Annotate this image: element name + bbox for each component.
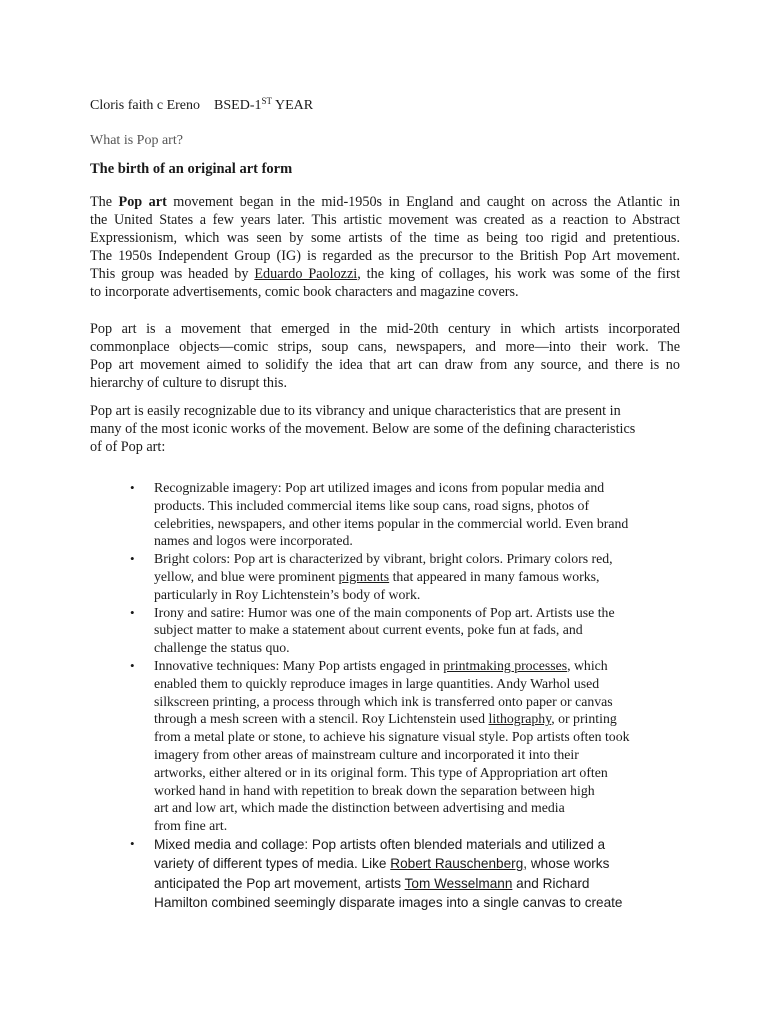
pop-art-term: Pop art: [118, 194, 167, 210]
section-title: The birth of an original art form: [90, 161, 293, 177]
bullet-glyph: •: [130, 480, 135, 495]
list-item: • Mixed media and collage: Pop artists often blended materials and utilized a variety of different types of media. Like Robert Rauschenberg, whose works anticipated the Pop art movement, artists Tom Wesselmann and Richard Hamilton combined seemingly disparate images into a single canvas to create: [130, 835, 623, 911]
list-item: • Bright colors: Pop art is characterized by vibrant, bright colors. Primary colors red, yellow, and blue were prominent pigments that appeared in many famous works, particularly in Roy Lichtenstein’s body of work.: [130, 551, 613, 602]
link-pigments[interactable]: pigments: [338, 568, 390, 584]
characteristics-list: [90, 479, 690, 913]
list-item: • Innovative techniques: Many Pop artists engaged in printmaking processes, which enabled them to quickly reproduce images in large quantities. Andy Warhol used silkscreen printing, a process through which ink is transferred onto paper or canvas through a mesh screen with a stencil. Roy Lichtenstein used lithography, or printing from a metal plate or stone, to achieve his signature visual style. Pop artists often took imagery from other areas of mainstream culture and incorporated it into their artworks, either altered or in its original form. This type of Appropriation art often worked hand in hand with repetition to break down the separation between high art and low art, which made the distinction between advertising and media from fine art.: [130, 657, 630, 834]
list-item: • Recognizable imagery: Pop art utilized images and icons from popular media and products. This included commercial items like soup cans, road signs, photos of celebrities, newspapers, and other items popular in the commercial world. Even brand names and logos were incorporated.: [130, 480, 629, 549]
link-tom-wesselmann[interactable]: Tom Wesselmann: [404, 875, 513, 891]
bullet-glyph: •: [130, 835, 135, 851]
link-printmaking-processes[interactable]: printmaking processes: [443, 657, 568, 673]
list-item: • Irony and satire: Humor was one of the main components of Pop art. Artists use the subject matter to make a statement about current events, poke fun at fads, and challenge the status quo.: [130, 604, 615, 656]
link-eduardo-paolozzi[interactable]: Eduardo Paolozzi: [254, 266, 358, 282]
author-header: [90, 92, 313, 115]
question-heading: What is Pop art?: [90, 133, 183, 148]
link-robert-rauschenberg[interactable]: Robert Rauschenberg: [390, 856, 524, 872]
author-name: Cloris faith c Ereno: [90, 98, 201, 113]
paragraph-definition: Pop art is a movement that emerged in the mid-20th century in which artists incorporated commonplace objects—comic strips, soup cans, newspapers, and more—into their work. The Pop art movement aimed to solidify the idea that art can draw from any source, and there is no hierarchy of culture to disrupt this.: [90, 321, 680, 391]
course-label: BSED-1ST YEAR: [214, 96, 314, 113]
paragraph-characteristics-intro: Pop art is easily recognizable due to its vibrancy and unique characteristics that are present in many of the most iconic works of the movement. Below are some of the defining characteristics of of Pop art:: [90, 403, 636, 455]
bullet-glyph: •: [130, 551, 135, 567]
paragraph-birth-of-pop-art: The Pop art movement began in the mid-1950s in England and caught on across the Atlantic in the United States a few years later. This artistic movement was created as a reaction to Abstract Expressionism, which was seen by some artists of the time as being too rigid and pretentious. The 1950s Independent Group (IG) is regarded as the precursor to the British Pop Art movement. This group was headed by Eduardo Paolozzi, the king of collages, his work was some of the first to incorporate advertisements, comic book characters and magazine covers.: [90, 194, 681, 300]
link-lithography[interactable]: lithography: [488, 711, 552, 727]
bullet-glyph: •: [130, 604, 135, 620]
bullet-glyph: •: [130, 657, 135, 673]
